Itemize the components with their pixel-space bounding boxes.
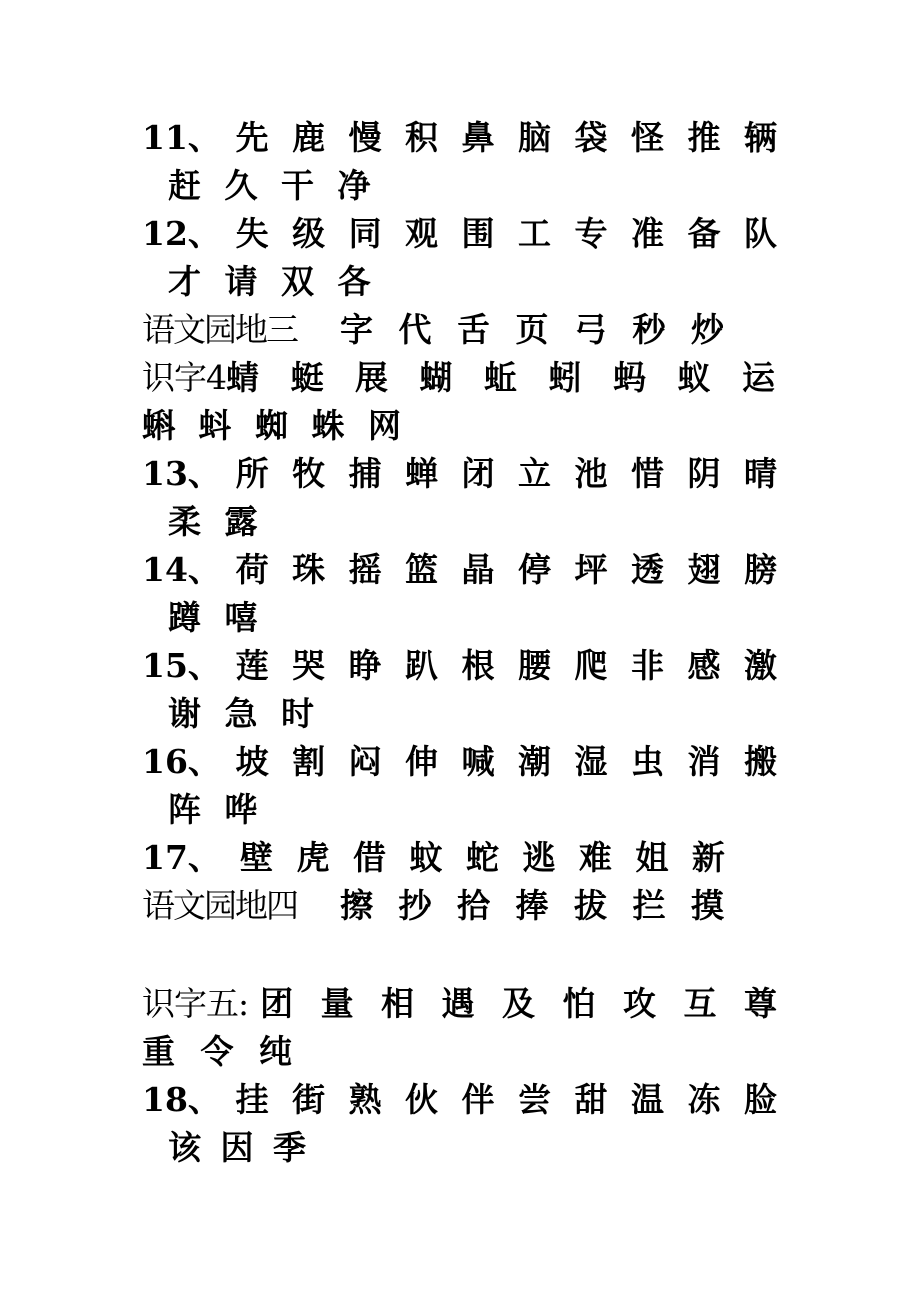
lesson-15-continuation <box>142 690 808 738</box>
character-list: 柔 露 <box>168 502 263 541</box>
character-list: 莲 哭 睁 趴 根 腰 爬 非 感 激 <box>235 646 782 685</box>
character-list: 字 代 舌 页 弓 秒 炒 <box>340 310 728 349</box>
character-list: 挂 街 熟 伙 伴 尝 甜 温 冻 脸 <box>235 1080 782 1119</box>
lesson-12-continuation <box>142 258 808 306</box>
lesson-label: 13、 <box>142 454 221 493</box>
lesson-label: 12、 <box>142 214 221 253</box>
shizi-5-continuation <box>142 1028 782 1076</box>
character-list: 才 请 双 各 <box>168 262 376 301</box>
section-label: 语文园地三 <box>142 310 297 349</box>
character-list: 坡 割 闷 伸 喊 潮 湿 虫 消 搬 <box>235 742 782 781</box>
lesson-label: 14、 <box>142 550 221 589</box>
lesson-13-continuation <box>142 498 808 546</box>
character-list: 擦 抄 拾 捧 拔 拦 摸 <box>340 886 728 925</box>
lesson-14-continuation <box>142 594 808 642</box>
character-list: 所 牧 捕 蝉 闭 立 池 惜 阴 晴 <box>235 454 782 493</box>
shizi-4-continuation <box>142 402 782 450</box>
lesson-label: 18、 <box>142 1080 221 1119</box>
lesson-17-line <box>142 834 782 882</box>
garden-4-line <box>142 882 782 930</box>
character-list: 壁 虎 借 蚊 蛇 逃 难 姐 新 <box>240 838 730 877</box>
lesson-label: 15、 <box>142 646 221 685</box>
lesson-14-line <box>142 546 782 594</box>
character-list: 蹲 嘻 <box>168 598 263 637</box>
character-list: 蝌 蚪 蜘 蛛 网 <box>142 406 405 445</box>
character-list: 该 因 季 <box>168 1128 309 1167</box>
character-list: 赶 久 干 净 <box>168 166 376 205</box>
lesson-label: 17、 <box>142 838 221 877</box>
lesson-label: 11、 <box>142 118 221 157</box>
character-list: 荷 珠 摇 篮 晶 停 坪 透 翅 膀 <box>235 550 782 589</box>
shizi-5-line <box>142 980 782 1028</box>
character-list: 失 级 同 观 围 工 专 准 备 队 <box>235 214 782 253</box>
lesson-16-continuation <box>142 786 808 834</box>
character-list: 阵 哗 <box>168 790 263 829</box>
lesson-18-continuation <box>142 1124 808 1172</box>
character-list: 蜻 蜓 展 蝴 蚯 蚓 蚂 蚁 运 <box>226 358 782 397</box>
section-label: 识字五: <box>142 984 249 1023</box>
character-list: 先 鹿 慢 积 鼻 脑 袋 怪 推 辆 <box>235 118 782 157</box>
lesson-13-line <box>142 450 782 498</box>
lesson-11-line <box>142 114 782 162</box>
character-list: 团 量 相 遇 及 怕 攻 互 尊 <box>260 984 782 1023</box>
lesson-12-line <box>142 210 782 258</box>
garden-3-line <box>142 306 782 354</box>
shizi-4-line <box>142 354 782 402</box>
lesson-label: 16、 <box>142 742 221 781</box>
character-list: 重 令 纯 <box>142 1032 296 1071</box>
lesson-18-line <box>142 1076 782 1124</box>
section-label: 识字4 <box>142 358 226 397</box>
lesson-15-line <box>142 642 782 690</box>
lesson-16-line <box>142 738 782 786</box>
character-list: 谢 急 时 <box>168 694 319 733</box>
lesson-11-continuation <box>142 162 808 210</box>
section-label: 语文园地四 <box>142 886 297 925</box>
